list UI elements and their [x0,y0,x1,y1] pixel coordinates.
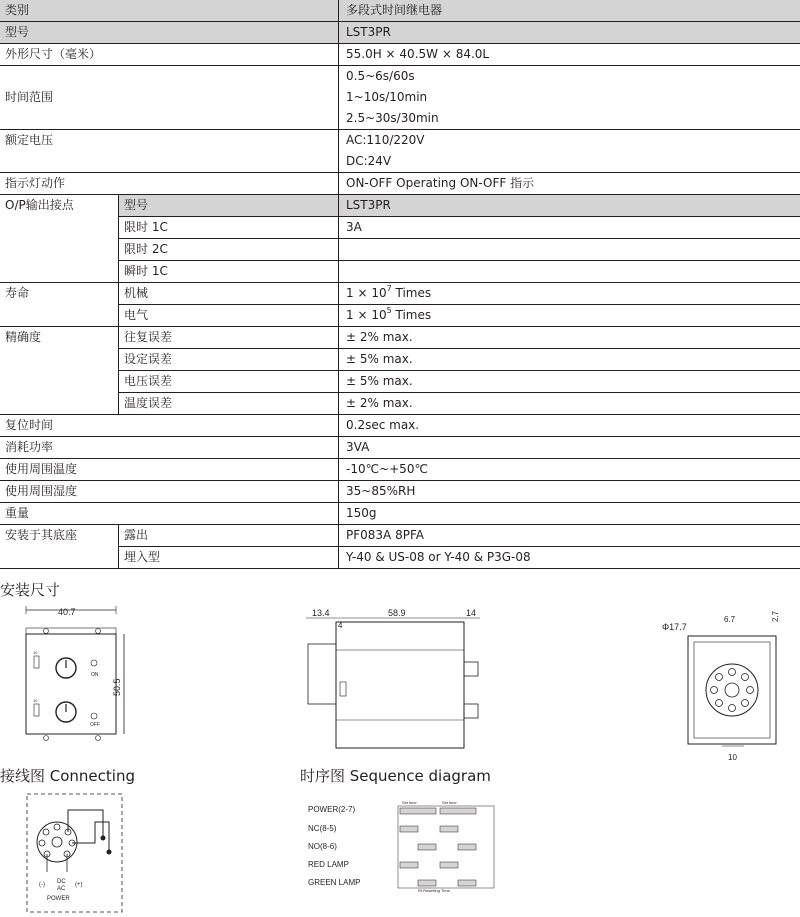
power-value: 3VA [339,437,800,459]
accuracy-row-label: 往复误差 [119,327,339,349]
signal-label: RED LAMP [308,860,349,869]
voltage-label: 额定电压 [0,130,339,173]
spec-row-temp [0,459,800,481]
bottom-dia-label: Φ17.7 [662,622,687,632]
spec-row-mount [0,547,800,569]
accuracy-row-value: ± 5% max. [339,371,800,393]
spec-row-reset [0,415,800,437]
signal-label: GREEN LAMP [308,878,361,887]
output-model-label: 型号 [119,195,339,217]
output-row-value: 3A [339,217,800,239]
on-label: ON [91,672,99,678]
accuracy-row-label: 温度误差 [119,393,339,415]
spec-row-accuracy [0,327,800,349]
connecting-diagram [25,792,130,917]
output-label: O/P输出接点 [0,195,119,283]
life-row-label: 机械 [119,283,339,305]
off-lamp [91,713,97,719]
mount-label: 安装于其底座 [0,525,119,569]
front-width-label: 40.7 [58,607,76,617]
category-value: 多段式时间继电器 [339,0,800,22]
mount-row-value: PF083A 8PFA [339,525,800,547]
bottom-dim-b: 2.7 [771,610,780,622]
mount-row-value: Y-40 & US-08 or Y-40 & P3G-08 [339,547,800,569]
mount-row-label: 埋入型 [119,547,339,569]
dims-value: 55.0H × 40.5W × 84.0L [339,44,800,66]
life-row-value: $1 \times 10^7$ Times [339,283,800,305]
signal-label: NC(8-5) [308,824,337,833]
time-range-label: 时间范围 [0,66,339,130]
temp-label: 使用周围温度 [0,459,339,481]
spec-row-time-range [0,66,800,88]
spec-row-category [0,0,800,22]
voltage-value: AC:110/220V [339,130,800,152]
spec-row-output [0,217,800,239]
time-range-value: 2.5~30s/30min [339,108,800,130]
signal-label: POWER(2-7) [308,805,356,814]
signal-label: NO(8-6) [308,842,337,851]
spec-row-humidity [0,481,800,503]
dc-label: DC [57,879,66,885]
output-row-value [339,261,800,283]
front-height-label: 50.5 [112,678,122,696]
life-row-label: 电气 [119,305,339,327]
spec-row-model [0,22,800,44]
spec-row-accuracy [0,393,800,415]
side-dim-b: 4 [338,621,343,630]
side-dim-d: 14 [466,608,477,618]
indicator-label: 指示灯动作 [0,173,339,195]
side-dim-a: 13.4 [312,608,330,618]
accuracy-row-value: ± 5% max. [339,349,800,371]
spec-row-accuracy [0,371,800,393]
switch-label: 10 [33,650,38,655]
spec-row-accuracy [0,349,800,371]
spec-row-power [0,437,800,459]
spec-row-output [0,239,800,261]
spec-row-weight [0,503,800,525]
dims-label: 外形尺寸（毫米） [0,44,339,66]
front-view-diagram [10,604,135,754]
temp-value: -10℃~+50℃ [339,459,800,481]
spec-row-output [0,195,800,217]
minus-label: (-) [39,882,45,888]
time-range-value: 0.5~6s/60s [339,66,800,88]
life-row-value: $1 \times 10^5$ Times [339,305,800,327]
spec-row-life [0,305,800,327]
bottom-dim-c: 10 [728,753,737,762]
sequence-diagram [300,798,500,893]
range-switch [34,704,39,716]
spec-row-life [0,283,800,305]
output-row-value [339,239,800,261]
spec-row-indicator [0,173,800,195]
side-dim-c: 58.9 [388,608,406,618]
plus-label: (+) [75,882,83,888]
mount-row-label: 露出 [119,525,339,547]
set-time-label: Set time [442,800,457,805]
range-switch [34,656,39,668]
power-label: POWER [47,896,70,902]
switch-label: 10 [33,698,38,703]
bottom-view-diagram [660,604,790,764]
reset-time-label: Rt Resetting Time [418,888,450,893]
accuracy-label: 精确度 [0,327,119,415]
reset-label: 复位时间 [0,415,339,437]
off-label: OFF [90,722,100,728]
output-row-label: 限时 1C [119,217,339,239]
side-view-diagram [300,604,500,754]
power-label: 消耗功率 [0,437,339,459]
humidity-value: 35~85%RH [339,481,800,503]
weight-value: 150g [339,503,800,525]
spec-row-dims [0,44,800,66]
accuracy-row-value: ± 2% max. [339,327,800,349]
accuracy-row-label: 电压误差 [119,371,339,393]
time-range-value: 1~10s/10min [339,87,800,108]
reset-value: 0.2sec max. [339,415,800,437]
category-label: 类别 [0,0,339,22]
install-title: 安装尺寸 [0,581,61,599]
voltage-value: DC:24V [339,151,800,173]
sequence-title: 时序图 Sequence diagram [300,767,491,785]
set-time-label: Set time [402,800,417,805]
weight-label: 重量 [0,503,339,525]
accuracy-row-label: 设定误差 [119,349,339,371]
output-model-value: LST3PR [339,195,800,217]
indicator-value: ON-OFF Operating ON-OFF 指示 [339,173,800,195]
connect-title: 接线图 Connecting [0,767,135,785]
spec-row-voltage [0,130,800,152]
spec-row-output [0,261,800,283]
output-row-label: 限时 2C [119,239,339,261]
accuracy-row-value: ± 2% max. [339,393,800,415]
model-label: 型号 [0,22,339,44]
spec-row-mount [0,525,800,547]
humidity-label: 使用周围湿度 [0,481,339,503]
ac-label: AC [57,886,66,892]
bottom-dim-a: 6.7 [724,615,736,624]
life-label: 寿命 [0,283,119,327]
output-row-label: 瞬时 1C [119,261,339,283]
model-value: LST3PR [339,22,800,44]
on-lamp [91,660,97,666]
